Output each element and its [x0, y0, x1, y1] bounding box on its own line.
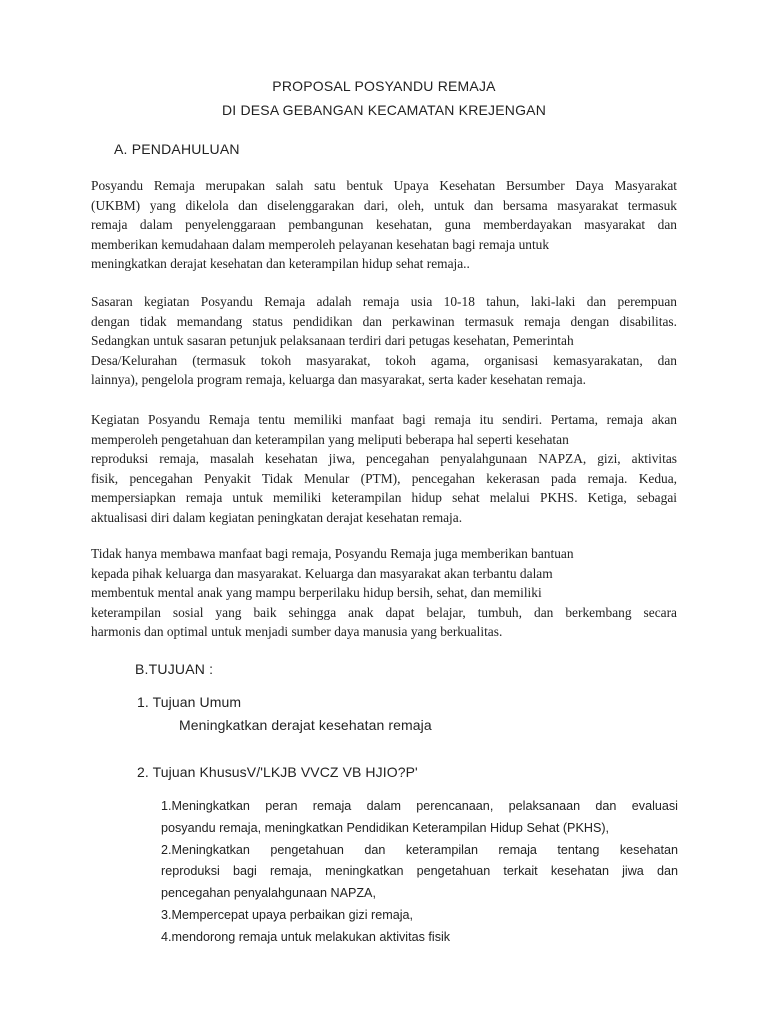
list-item-line: posyandu remaja, meningkatkan Pendidikan Keterampilan Hidup Sehat (PKHS),	[161, 820, 610, 835]
document-title-line-1: PROPOSAL POSYANDU REMAJA	[272, 78, 496, 94]
list-item-line: 3.Mempercepat upaya perbaikan gizi remaja,	[161, 907, 414, 922]
tujuan-umum-description: Meningkatkan derajat kesehatan remaja	[179, 717, 432, 733]
document-title-line-2: DI DESA GEBANGAN KECAMATAN KREJENGAN	[221, 102, 547, 118]
tujuan-khusus-list	[161, 796, 678, 949]
list-item-line: pencegahan penyalahgunaan NAPZA,	[161, 886, 376, 901]
paragraph-line: Sasaran kegiatan Posyandu Remaja adalah remaja usia 10-18 tahun, laki-laki dan perempuan	[91, 294, 677, 309]
paragraph-line: memberikan kemudahaan dalam memperoleh pelayanan kesehatan bagi remaja untuk	[91, 236, 550, 252]
paragraph-pendahuluan-3	[91, 410, 677, 527]
tujuan-umum-label: 1. Tujuan Umum	[137, 694, 242, 710]
paragraph-line: kepada pihak keluarga dan masyarakat. Keluarga dan masyarakat akan terbantu dalam	[91, 565, 553, 581]
paragraph-line: fisik, pencegahan Penyakit Tidak Menular (PTM), pencegahan kekerasan pada remaja. Kedua,	[91, 470, 677, 486]
paragraph-line: Posyandu Remaja merupakan salah satu bentuk Upaya Kesehatan Bersumber Daya Masyarakat	[91, 178, 677, 193]
paragraph-line: Tidak hanya membawa manfaat bagi remaja, Posyandu Remaja juga memberikan bantuan	[91, 546, 574, 561]
list-item-line: 1.Meningkatkan peran remaja dalam perencanaan, pelaksanaan dan evaluasi	[161, 799, 678, 813]
paragraph-line: (UKBM) yang dikelola dan diselenggarakan dari, oleh, untuk dan bersama masyarakat termasuk	[91, 197, 677, 213]
paragraph-line: remaja dalam penyelenggaraan pembangunan kesehatan, guna memberdayakan masyarakat dan	[91, 217, 677, 232]
paragraph-line: Desa/Kelurahan (termasuk tokoh masyarakat, tokoh agama, organisasi kemasyarakatan, dan	[91, 352, 677, 368]
paragraph-line: membentuk mental anak yang mampu berperilaku hidup bersih, sehat, dan memiliki	[91, 585, 542, 600]
paragraph-pendahuluan-4	[91, 544, 677, 642]
paragraph-line: lainnya), pengelola program remaja, keluarga dan masyarakat, serta kader kesehatan remaja.	[91, 372, 586, 387]
section-a-heading: A. PENDAHULUAN	[114, 141, 240, 157]
paragraph-line: reproduksi remaja, masalah kesehatan jiwa, pencegahan penyalahgunaan NAPZA, gizi, aktivitas	[91, 451, 677, 466]
paragraph-line: aktualisasi diri dalam kegiatan peningkatan derajat kesehatan remaja.	[91, 509, 463, 525]
paragraph-line: Kegiatan Posyandu Remaja tentu memiliki manfaat bagi remaja itu sendiri. Pertama, remaja akan	[91, 412, 677, 427]
paragraph-line: Sedangkan untuk sasaran petunjuk pelaksanaan terdiri dari petugas kesehatan, Pemerintah	[91, 333, 574, 348]
section-b-heading: B.TUJUAN :	[135, 661, 214, 677]
list-item-line: 2.Meningkatkan pengetahuan dan keterampilan remaja tentang kesehatan	[161, 842, 678, 857]
paragraph-pendahuluan-2	[91, 292, 677, 390]
tujuan-khusus-label: 2. Tujuan KhususV/'LKJB VVCZ VB HJIO?P'	[137, 764, 418, 780]
paragraph-line: keterampilan sosial yang baik sehingga anak dapat belajar, tumbuh, dan berkembang secara	[91, 604, 677, 620]
list-item-line: reproduksi bagi remaja, meningkatkan pengetahuan terkait kesehatan jiwa dan	[161, 864, 678, 879]
paragraph-line: memperoleh pengetahuan dan keterampilan yang meliputi beberapa hal seperti kesehatan	[91, 431, 569, 447]
paragraph-line: meningkatkan derajat kesehatan dan keterampilan hidup sehat remaja..	[91, 256, 470, 271]
paragraph-line: dengan tidak memandang status pendidikan dan perkawinan termasuk remaja dengan disabilitas.	[91, 313, 677, 329]
paragraph-line: harmonis dan optimal untuk menjadi sumber daya manusia yang berkualitas.	[91, 624, 503, 639]
paragraph-pendahuluan-1	[91, 176, 677, 274]
list-item-line: 4.mendorong remaja untuk melakukan aktivitas fisik	[161, 929, 451, 944]
paragraph-line: mempersiapkan remaja untuk memiliki keterampilan hidup sehat melalui PKHS. Ketiga, sebagai	[91, 490, 677, 505]
